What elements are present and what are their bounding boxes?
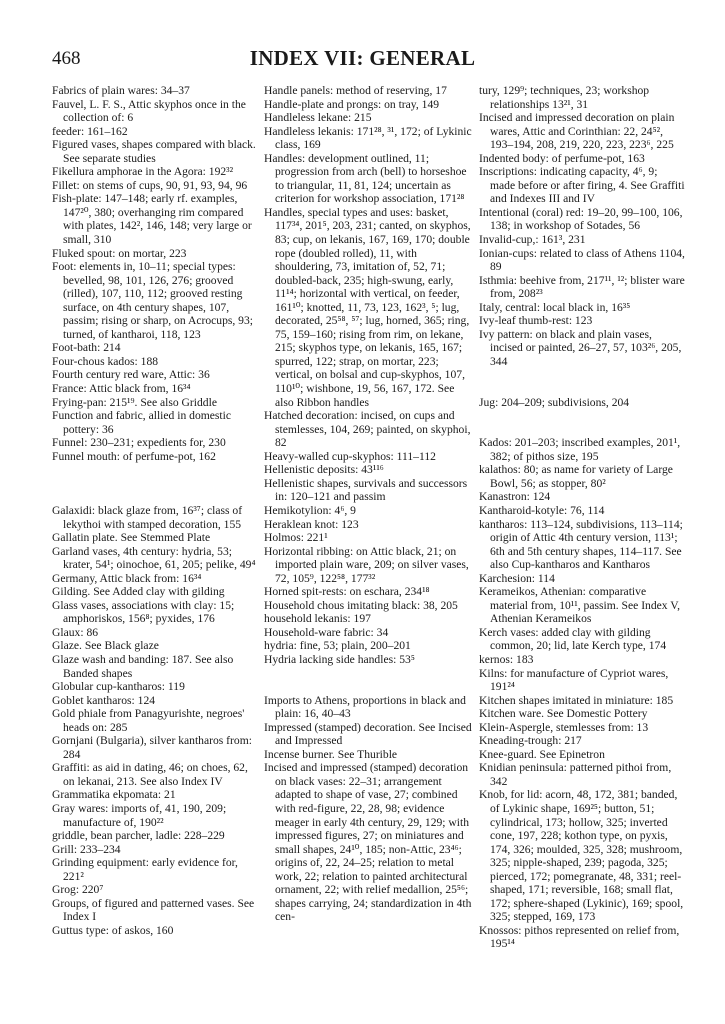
index-entry: feeder: 161–162 bbox=[52, 124, 128, 138]
index-entry: Funnel mouth: of perfume-pot, 162 bbox=[52, 449, 216, 463]
page-title: INDEX VII: GENERAL bbox=[249, 46, 476, 70]
index-entry: Foot: elements in, 10–11; special types: bevelled, 98, 101, 126, 276; grooved (rilled), 107, 110, 112; grooved resting surface, on 4th century shapes, 107, passim; rising or sharp, on Acrocups, 93; turned, of kantharoi, 118, 123 bbox=[52, 260, 253, 341]
index-entry: Horned spit-rests: on eschara, 234¹⁸ bbox=[264, 585, 430, 599]
index-entry: Fillet: on stems of cups, 90, 91, 93, 94, 96 bbox=[52, 178, 248, 192]
index-entry: Inscriptions: indicating capacity, 4⁶, 9; made before or after firing, 4. See Graffiti and Indexes III and IV bbox=[479, 165, 685, 206]
index-entry: Holmos: 221¹ bbox=[264, 531, 328, 545]
index-entry: Jug: 204–209; subdivisions, 204 bbox=[479, 395, 630, 409]
index-entry: Funnel: 230–231; expedients for, 230 bbox=[52, 436, 226, 450]
index-entry: Garland vases, 4th century: hydria, 53; krater, 54¹; oinochoe, 61, 205; pelike, 49⁴ bbox=[52, 544, 256, 572]
index-entry: Fish-plate: 147–148; early rf. examples, 147²⁰, 380; overhanging rim compared with plates, 142², 146, 148; very large or small, 310 bbox=[52, 192, 252, 247]
index-entry: Hemikotylion: 4⁶, 9 bbox=[264, 503, 356, 517]
index-entry: kantharos: 113–124, subdivisions, 113–114; origin of Attic 4th century version, 113¹; 6th and 5th century shapes, 114–117. See also Cup-kantharos and Kantharos bbox=[479, 517, 683, 572]
index-entry: Gold phiale from Panagyurishte, negroes' heads on: 285 bbox=[52, 707, 245, 734]
index-entry: Kanastron: 124 bbox=[479, 490, 551, 504]
index-entry: Graffiti: as aid in dating, 46; on choes, 62, on lekanai, 213. See also Index IV bbox=[52, 761, 248, 788]
index-entry: Gornjani (Bulgaria), silver kantharos from: 284 bbox=[52, 734, 252, 761]
index-entry: Function and fabric, allied in domestic pottery: 36 bbox=[52, 409, 232, 436]
index-entry: Galaxidi: black glaze from, 16³⁷; class of lekythoi with stamped decoration, 155 bbox=[52, 503, 243, 531]
index-entry: Goblet kantharos: 124 bbox=[52, 693, 156, 707]
index-entry: Groups, of figured and patterned vases. See Index I bbox=[52, 896, 255, 924]
index-entry: Hellenistic shapes, survivals and successors in: 120–121 and passim bbox=[264, 476, 468, 504]
index-entry: Kados: 201–203; inscribed examples, 201¹, 382; of pithos size, 195 bbox=[479, 436, 681, 463]
index-entry: Incense burner. See Thurible bbox=[264, 747, 398, 761]
index-entry: Kitchen ware. See Domestic Pottery bbox=[479, 707, 648, 721]
index-column-3 bbox=[479, 84, 685, 951]
index-entry: Knob, for lid: acorn, 48, 172, 381; banded, of Lykinic shape, 169²⁵; button, 51; cylindrical, 173; hollow, 325; inverted cone, 197, 228; kothon type, on pyxis, 174, 326; moulded, 325, 328; mushroom, 325; nipple-shaped, 239; pagoda, 325; pierced, 172; pomegranate, 48, 331; reel-shaped, 171; reversible, 168; small flat, 172; sphere-shaped (Lykinic), 169; spool, 325; stepped, 169, 173 bbox=[479, 788, 684, 924]
index-entry: Hatched decoration: incised, on cups and stemlesses, 104, 269; painted, on skyphoi, 82 bbox=[264, 409, 471, 450]
index-entry: Household-ware fabric: 34 bbox=[264, 625, 389, 639]
index-entry: household lekanis: 197 bbox=[264, 612, 371, 626]
index-entry: Kilns: for manufacture of Cypriot wares, 191²⁴ bbox=[479, 666, 669, 694]
index-entry: Fauvel, L. F. S., Attic skyphos once in the collection of: 6 bbox=[52, 97, 246, 125]
index-entry: Impressed (stamped) decoration. See Incised and Impressed bbox=[264, 720, 472, 748]
index-entry: Incised and impressed (stamped) decoration on black vases: 22–31; arrangement adapted to shape of vase, 27; combined with red-figure, 22, 28, 98; evidence meager in early 4th century, 29, 129; with impressed figures, 27; on miniatures and small shapes, 24¹⁰, 185; non-Attic, 23⁴⁶; origins of, 22, 24–25; relation to metal work, 22; relation to painted architectural ornament, 22; with relief medallion, 25⁵⁶; shapes carrying, 24; standardization in 4th cen- bbox=[264, 761, 472, 924]
index-entry: Household chous imitating black: 38, 205 bbox=[264, 598, 458, 612]
index-entry: Ivy pattern: on black and plain vases, incised or painted, 26–27, 57, 103²⁶, 205, 344 bbox=[479, 327, 682, 368]
index-entry: Kantharoid-kotyle: 76, 114 bbox=[479, 503, 605, 517]
index-entry: Heraklean knot: 123 bbox=[264, 517, 359, 531]
section-gap bbox=[52, 490, 258, 504]
index-entry: Grammatika ekpomata: 21 bbox=[52, 788, 176, 802]
page-header bbox=[52, 46, 673, 74]
index-entry: Germany, Attic black from: 16³⁴ bbox=[52, 571, 202, 585]
index-entry: kalathos: 80; as name for variety of Large Bowl, 56; as stopper, 80² bbox=[479, 463, 673, 490]
index-entry: Kerch vases: added clay with gilding common, 20; lid, late Kerch type, 174 bbox=[479, 625, 667, 653]
section-gap bbox=[479, 409, 685, 423]
index-entry: Glaux: 86 bbox=[52, 625, 99, 639]
index-entry: Gallatin plate. See Stemmed Plate bbox=[52, 531, 211, 545]
index-entry: Kneading-trough: 217 bbox=[479, 734, 582, 748]
index-column-1 bbox=[52, 84, 258, 937]
index-entry: hydria: fine, 53; plain, 200–201 bbox=[264, 639, 411, 653]
index-entry: Handleless lekanis: 171²⁸, ³¹, 172; of Lykinic class, 169 bbox=[264, 124, 472, 152]
index-entry: Gilding. See Added clay with gilding bbox=[52, 585, 225, 599]
index-entry: France: Attic black from, 16³⁴ bbox=[52, 382, 191, 396]
index-entry: Hydria lacking side handles: 53⁵ bbox=[264, 652, 415, 666]
index-entry: Klein-Aspergle, stemlesses from: 13 bbox=[479, 720, 649, 734]
index-entry: Hellenistic deposits: 43¹¹⁶ bbox=[264, 463, 384, 477]
index-entry: Invalid-cup,: 161³, 231 bbox=[479, 233, 586, 247]
page-number: 468 bbox=[52, 48, 81, 69]
index-entry: Isthmia: beehive from, 217¹¹, ¹²; blister ware from, 208²³ bbox=[479, 273, 685, 301]
index-entry: Fourth century red ware, Attic: 36 bbox=[52, 368, 210, 382]
section-gap bbox=[264, 667, 472, 681]
index-entry: Karchesion: 114 bbox=[479, 571, 555, 585]
index-entry: Grog: 220⁷ bbox=[52, 883, 104, 897]
index-entry: griddle, bean parcher, ladle: 228–229 bbox=[52, 829, 225, 843]
index-entry: Handles, special types and uses: basket, 117³⁴, 201⁵, 203, 231; canted, on skyphos, 83; cup, on lekanis, 167, 169, 170; double rope (doubled rolled), 11, with shouldering, 73, imitation of, 52, 71; doubled-back, 235; high-swung, early, 11¹⁴; horizontal with vertical, on feeder, 161¹⁰; knotted, 11, 73, 123, 162³, ⁵; lug, decorated, 25⁵⁸, ⁵⁷; lug, horned, 365; ring, 75, 159–160; rising from rim, on lekane, 215; skyphos type, on lekanis, 165, 167; spurred, 122; strap, on mortar, 223; vertical, on bolsal and cup-skyphos, 107, 110¹⁰; wishbone, 19, 56, 167, 172. See also Ribbon handles bbox=[264, 205, 471, 409]
index-entry: Gray wares: imports of, 41, 190, 209; manufacture of, 190²² bbox=[52, 801, 227, 829]
section-gap bbox=[479, 423, 685, 437]
section-gap bbox=[264, 680, 472, 694]
index-column-2 bbox=[264, 84, 472, 924]
section-gap bbox=[479, 368, 685, 382]
index-entry: Intentional (coral) red: 19–20, 99–100, 106, 138; in workshop of Sotades, 56 bbox=[479, 205, 683, 233]
index-entry: Ionian-cups: related to class of Athens 1104, 89 bbox=[479, 246, 685, 274]
section-gap bbox=[479, 382, 685, 396]
index-entry: Glaze wash and banding: 187. See also Banded shapes bbox=[52, 652, 234, 680]
index-entry: Incised and impressed decoration on plain wares, Attic and Corinthian: 22, 24⁵², 193–194, 208, 219, 220, 223, 223⁶, 225 bbox=[479, 111, 675, 152]
index-entry: Handle-plate and prongs: on tray, 149 bbox=[264, 97, 440, 111]
index-entry: Fluked spout: on mortar, 223 bbox=[52, 246, 187, 260]
index-entry: Globular cup-kantharos: 119 bbox=[52, 680, 185, 694]
index-entry: Heavy-walled cup-skyphos: 111–112 bbox=[264, 449, 436, 463]
index-entry: Knossos: pithos represented on relief from, 195¹⁴ bbox=[479, 923, 680, 951]
index-entry: Foot-bath: 214 bbox=[52, 341, 121, 355]
index-entry: Knee-guard. See Epinetron bbox=[479, 747, 605, 761]
index-entry: Frying-pan: 215¹⁹. See also Griddle bbox=[52, 395, 217, 409]
index-entry: Kitchen shapes imitated in miniature: 185 bbox=[479, 693, 674, 707]
index-entry: tury, 129⁹; techniques, 23; workshop relationships 13²¹, 31 bbox=[479, 84, 650, 111]
section-gap bbox=[52, 463, 258, 477]
index-entry: Grill: 233–234 bbox=[52, 842, 121, 856]
index-entry: Glass vases, associations with clay: 15; amphoriskos, 156⁸; pyxides, 176 bbox=[52, 598, 235, 626]
index-entry: Horizontal ribbing: on Attic black, 21; on imported plain ware, 209; on silver vases, 72, 105⁹, 122⁵⁸, 177³² bbox=[264, 544, 469, 585]
index-entry: Italy, central: local black in, 16³⁵ bbox=[479, 300, 631, 314]
index-entry: Handles: development outlined, 11; progression from arch (bell) to horseshoe to triangular, 11, 81, 124; uncertain as criterion for workshop association, 171²⁸ bbox=[264, 151, 467, 206]
index-entry: Grinding equipment: early evidence for, 221² bbox=[52, 856, 238, 883]
index-entry: Kerameikos, Athenian: comparative material from, 10¹¹, passim. See Index V, Athenian Kerameikos bbox=[479, 585, 681, 626]
index-entry: Ivy-leaf thumb-rest: 123 bbox=[479, 314, 593, 328]
index-entry: Knidian peninsula: patterned pithoi from, 342 bbox=[479, 761, 672, 788]
index-entry: Indented body: of perfume-pot, 163 bbox=[479, 151, 645, 165]
index-entry: Imports to Athens, proportions in black and plain: 16, 40–43 bbox=[264, 693, 466, 721]
index-entry: Guttus type: of askos, 160 bbox=[52, 923, 174, 937]
index-entry: Figured vases, shapes compared with black. See separate studies bbox=[52, 138, 256, 165]
index-entry: Handle panels: method of reserving, 17 bbox=[264, 84, 447, 97]
index-entry: Glaze. See Black glaze bbox=[52, 639, 159, 653]
index-entry: kernos: 183 bbox=[479, 652, 534, 666]
section-gap bbox=[52, 477, 258, 491]
index-entry: Fikellura amphorae in the Agora: 192³² bbox=[52, 165, 234, 179]
index-entry: Handleless lekane: 215 bbox=[264, 111, 372, 125]
index-entry: Four-chous kados: 188 bbox=[52, 354, 159, 368]
index-entry: Fabrics of plain wares: 34–37 bbox=[52, 84, 190, 97]
